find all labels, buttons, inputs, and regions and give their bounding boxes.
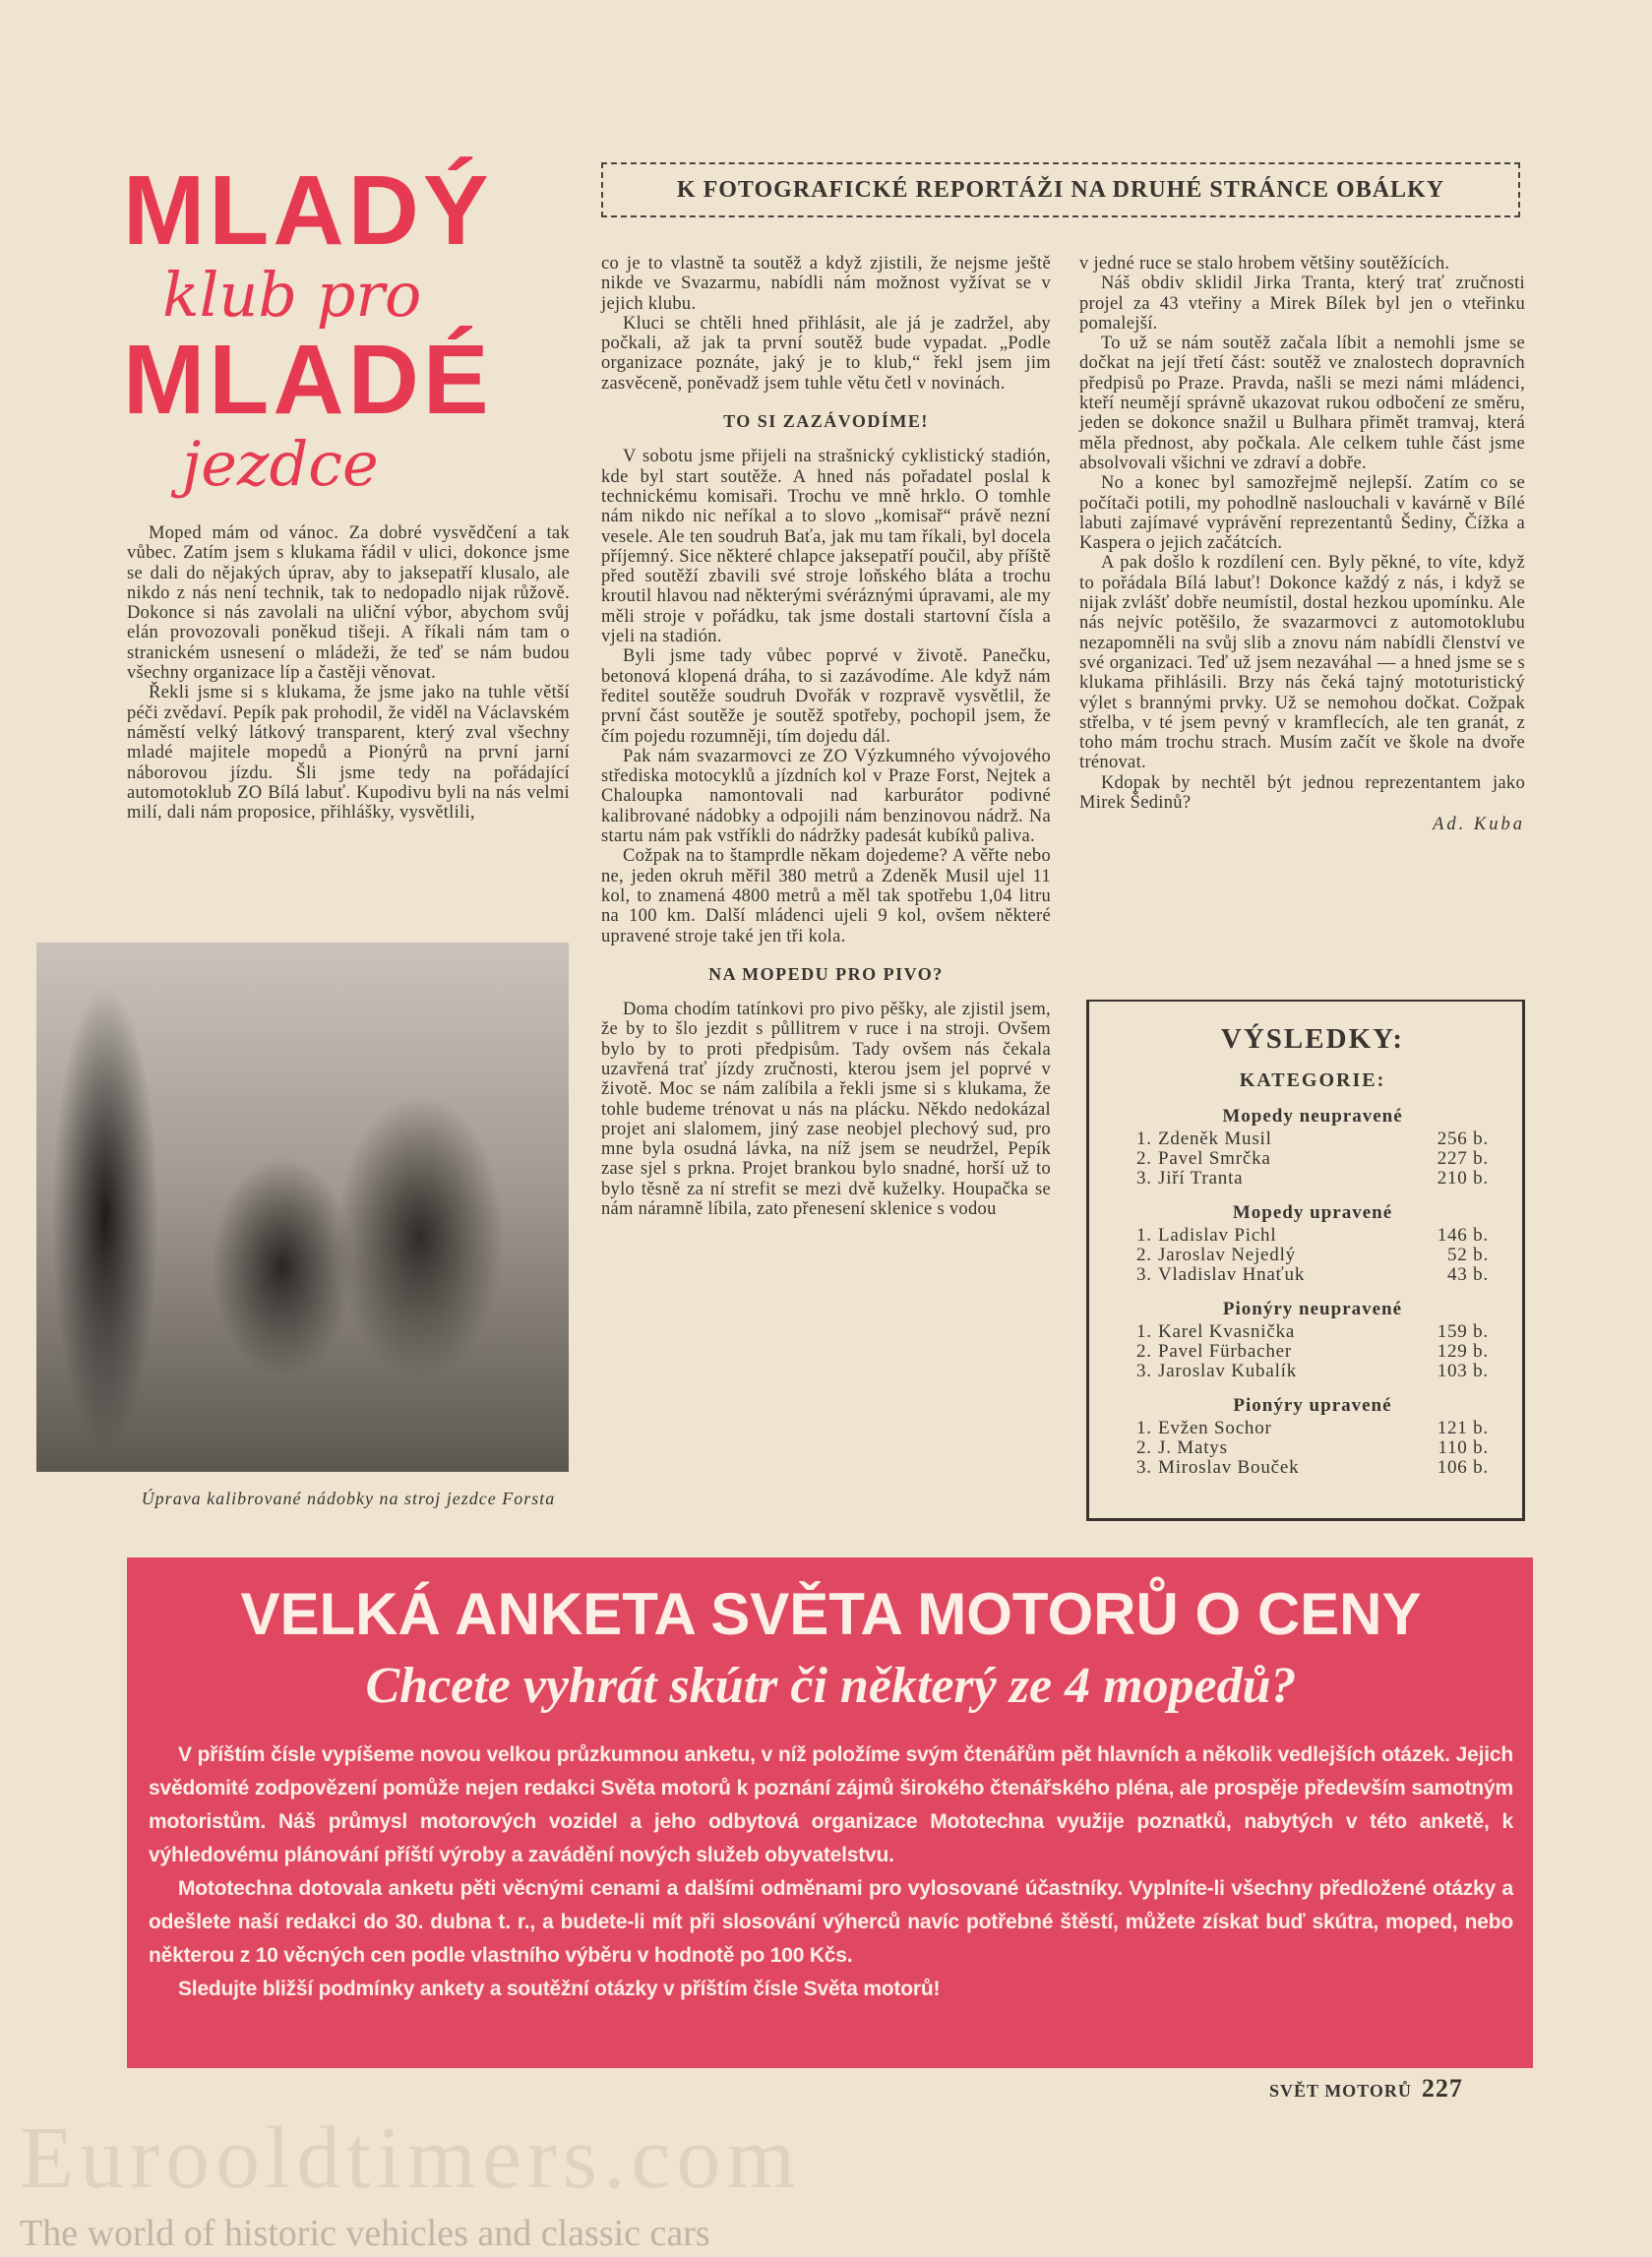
author-signature: Ad. Kuba [1433,815,1525,835]
results-row [1136,1458,1489,1478]
results-row [1136,1129,1489,1149]
paragraph: Cožpak na to štamprdle někam dojedeme? A věřte nebo ne, jeden okruh měřil 380 metrů a Zdeněk Musil ujel 11 kol, to znamená 4800 metrů a měl tak spotřebu 1,04 litru na 100 km. Další mládenci ujeli 9 kol, ovšem některé upravené stroje také jen tři kola. [601,846,1051,946]
results-row [1136,1169,1489,1189]
competitor-name: Ladislav Pichl [1158,1225,1277,1246]
points: 110 b. [1438,1437,1489,1458]
paragraph: Doma chodím tatínkovi pro pivo pěšky, ale zjistil jsem, že by to šlo jezdit s půllitrem v ruce i na stroji. Ovšem bylo by to proti předpisům. Tady ovšem nás čekala uzavřená trať jízdy zručnosti, kterou jsem jel poprvé v životě. Moc se nám zalíbila a řekli jsme si s klukama, že tohle budeme trénovat u nás na plácku. Někdo nedokázal projet ani slalomem, jiný zase neobjel plechový sud, pro mne byla osudná lávka, na níž jsem se neudržel, Pepík zase sjel s prkna. Projet brankou bylo snadné, horší už to bylo těsně za ní strefit se mezi dvě kuželky. Houpačka se nám náramně líbila, zato přenesení sklenice s vodou [601,1000,1051,1220]
competitor-name: Evžen Sochor [1158,1418,1272,1438]
points: 146 b. [1437,1225,1489,1246]
results-title: VÝSLEDKY: [1220,1023,1405,1055]
points: 129 b. [1437,1341,1489,1362]
results-row [1136,1438,1489,1458]
paragraph: co je to vlastně ta soutěž a když zjistili, že nejsme ještě nikde ve Svazarmu, nabídli nám možnost vyžívat se v jejich klubu. [601,254,1051,314]
rank: 2. [1136,1245,1152,1265]
logo-word-mlady: MLADÝ [123,155,493,266]
magazine-name: SVĚT MOTORŮ [1269,2081,1412,2101]
paragraph: Náš obdiv sklidil Jirka Tranta, který trať zručnosti projel za 43 vteřiny a Mirek Bílek byl jen o vteřinku pomalejší. [1079,274,1525,334]
right-column [1079,254,1525,835]
rank: 1. [1136,1418,1152,1438]
competitor-name: Pavel Fürbacher [1158,1341,1292,1362]
banner-subtitle: Chcete vyhrát skútr či některý ze 4 mopedů? [365,1658,1297,1714]
paragraph: To už se nám soutěž začala líbit a nemohli jsme se dočkat na její třetí část: soutěž ve znalostech dopravních předpisů po Praze. Pravda, našli se mezi námi mládenci, kteří neumějí správně ukazovat rukou odbočení ze směru, jeden se dokonce snažil u Bulhara přimět tramvaj, která měla přednost, aby počkala. Ale celkem tuhle část jsme absolvovali všichni ve zdraví a dobře. [1079,334,1525,473]
points: 52 b. [1447,1245,1489,1265]
paragraph: Kdopak by nechtěl být jednou reprezentantem jako Mirek Šedinů? [1079,772,1525,814]
logo-script-klub-pro: klub pro [162,259,422,331]
results-category-title: Pionýry upravené [1233,1395,1392,1416]
competitor-name: Karel Kvasnička [1158,1321,1296,1342]
competitor-name: Pavel Smrčka [1158,1148,1271,1169]
points: 121 b. [1437,1418,1489,1438]
points: 43 b. [1447,1264,1489,1285]
paragraph: A pak došlo k rozdílení cen. Byly pěkné, to víte, když to pořádala Bílá labuť! Dokonce každý z nás, i když se nijak zvlášť dobře neumístil, dostal hezkou upomínku. Ale nás nejvíc potěšilo, že svazarmovci z automotoklubu nezapomněli na svůj slib a znovu nám nabídli členství ve své organizaci. Teď už jsem nezaváhal — a hned jsme se s klukama přihlásili. Brzy nás čeká tajný mototuristický výlet s brannými prvky. Už se nemohou dočkat. Cožpak střelba, v té jsem pevný v kramflecích, ale ten granát, z toho mám trochu strach. Musím začít ve škole na dvoře trénovat. [1079,553,1525,773]
points: 103 b. [1437,1361,1489,1381]
rank: 2. [1136,1341,1152,1362]
rank: 3. [1136,1457,1152,1478]
subheading: NA MOPEDU PRO PIVO? [708,963,944,984]
rank: 3. [1136,1361,1152,1381]
results-box [1086,1000,1525,1521]
competitor-name: Zdeněk Musil [1158,1128,1272,1149]
banner-paragraph: Mototechna dotovala anketu pěti věcnými cenami a dalšími odměnami pro vylosované účastníky. Vyplníte-li všechny předložené otázky a odešlete naší redakci do 30. dubna t. r., a budete-li mít při slosování výherců navíc potřebné štěstí, můžete získat buď skútra, moped, nebo některou z 10 věcných cen podle vlastního výběru v hodnotě po 100 Kčs. [149,1877,1513,1967]
rank: 2. [1136,1148,1152,1169]
article-title-logo [123,155,571,508]
competitor-name: Jiří Tranta [1158,1168,1244,1189]
watermark-tagline: The world of historic vehicles and classic cars [20,2213,710,2254]
results-row [1136,1362,1489,1381]
paragraph: No a konec byl samozřejmě nejlepší. Zatím co se počítači potili, my pohodlně naslouchali v kavárně v Bílé labuti zajímavé vyprávění reprezentantů Šediny, Čížka a Kaspera o jejich začátcích. [1079,473,1525,554]
banner-paragraph: V příštím čísle vypíšeme novou velkou průzkumnou anketu, v níž položíme svým čtenářům pět hlavních a několik vedlejších otázek. Jejich svědomité zodpovězení pomůže nejen redakci Světa motorů k poznání zájmů širokého čtenářského pléna, ale prospěje především samotným motoristům. Náš průmysl motorových vozidel a jeho odbytová organizace Mototechna využije poznatků, nabytých v této anketě, k výhledovému plánování příští výroby a zavádění nových služeb obyvatelstvu. [149,1743,1513,1866]
logo-script-jezdce: jezdce [182,428,379,500]
points: 106 b. [1437,1457,1489,1478]
results-category-title: Mopedy upravené [1232,1202,1393,1223]
results-row [1136,1419,1489,1438]
rank: 3. [1136,1264,1152,1285]
paragraph: Moped mám od vánoc. Za dobré vysvědčení a tak vůbec. Zatím jsem s klukama řádil v ulici, dokonce jsme se dali do nějakých úprav, aby to jaksepatří klusalo, ale nikdo z nás není technik, tak to nedopadlo nijak růžově. Dokonce si nás zavolali na uliční výbor, abychom svůj elán provozovali poněkud tišeji. A říkali nám tam o stranickém usnesení o mládeži, že teď se nám budou všechny organizace líp a častěji věnovat. [127,523,570,684]
points: 227 b. [1437,1148,1489,1169]
results-row [1136,1322,1489,1342]
subheading: TO SI ZAZÁVODÍME! [723,411,929,432]
competitor-name: Vladislav Hnaťuk [1158,1264,1306,1285]
results-row [1136,1149,1489,1169]
paragraph: Pak nám svazarmovci ze ZO Výzkumného vývojového střediska motocyklů a jízdních kol v Praze Forst, Nejtek a Chaloupka namontovali nad karburátor podivné kalibrované nádobky a odpojili nám benzinovou nádrž. Na startu nám pak vstříkli do nádržky padesát kubíků paliva. [601,746,1051,847]
page-number: 227 [1421,2074,1463,2103]
logo-word-mlade: MLADÉ [123,325,493,435]
watermark-site: Eurooldtimers.com [20,2109,802,2207]
banner-title: VELKÁ ANKETA SVĚTA MOTORŮ O CENY [240,1581,1422,1647]
middle-column [601,254,1051,1219]
rank: 3. [1136,1168,1152,1189]
paragraph: Řekli jsme si s klukama, že jsme jako na tuhle větší péči zvědaví. Pepík pak prohodil, že viděl na Václavském náměstí velký látkový transparent, který zval všechny mladé majitele mopedů a Pionýrů na první jarní náborovou jízdu. Šli jsme tedy na pořádající automotoklub ZO Bílá labuť. Kupodivu byli na nás velmi milí, dali nám proposice, přihlášky, vysvětlili, [127,683,570,824]
rank: 1. [1136,1128,1152,1149]
results-row [1136,1226,1489,1246]
page-footer [1269,2074,1463,2105]
paragraph: Kluci se chtěli hned přihlásit, ale já je zadržel, aby počkali, až jak ta první soutěž bude vypadat. „Podle organizace poznáte, jaký je to klub,“ řekl jsem jim zasvěceně, poněvadž jsem tuhle větu četl v novinách. [601,313,1051,394]
results-category-title: Mopedy neupravené [1222,1106,1403,1127]
contest-banner [127,1557,1533,2068]
competitor-name: J. Matys [1158,1437,1228,1458]
rank: 1. [1136,1225,1152,1246]
banner-paragraph: Sledujte bližší podmínky ankety a soutěžní otázky v příštím čísle Světa motorů! [178,1978,941,2000]
results-row [1136,1246,1489,1265]
points: 256 b. [1437,1128,1489,1149]
rank: 2. [1136,1437,1152,1458]
article-photo [36,943,569,1472]
points: 210 b. [1437,1168,1489,1189]
rank: 1. [1136,1321,1152,1342]
competitor-name: Miroslav Bouček [1158,1457,1300,1478]
points: 159 b. [1437,1321,1489,1342]
results-subtitle: KATEGORIE: [1239,1069,1386,1091]
results-row [1136,1342,1489,1362]
results-category-title: Pionýry neupravené [1222,1299,1403,1319]
paragraph: v jedné ruce se stalo hrobem většiny soutěžících. [1079,254,1450,274]
paragraph: V sobotu jsme přijeli na strašnický cyklistický stadión, kde byl start soutěže. A hned nás pořadatel poslal k technickému komisaři. Trochu ve mně hrklo. O tomhle nám nikdo nic neříkal a to slovo „komisař“ právě nezní vesele. Ale ten soudruh Baťa, jak mu tam říkali, byl docela příjemný. Sice některé chlapce jaksepatří poučil, aby příště před soutěží zbavili své stroje loňského bláta a trochu kroutil hlavou nad některými svéráznými úpravami, ale my měli stroje v pořádku, tak jsme dostali startovní čísla a vjeli na stadión. [601,447,1051,647]
left-column [127,523,570,823]
results-row [1136,1265,1489,1285]
competitor-name: Jaroslav Nejedlý [1158,1245,1296,1265]
competitor-name: Jaroslav Kubalík [1158,1361,1298,1381]
paragraph: Byli jsme tady vůbec poprvé v životě. Panečku, betonová klopená dráha, to si zazávodíme. Ale když nám ředitel soutěže soudruh Dvořák v rozpravě vysvětlil, že první část soutěže je soutěž spotřeby, pochopil jsem, že čím pojedu rozumněji, tím dojedu dál. [601,646,1051,747]
section-header-box: K FOTOGRAFICKÉ REPORTÁŽI NA DRUHÉ STRÁNCE OBÁLKY [601,162,1520,217]
photo-caption: Úprava kalibrované nádobky na stroj jezdce Forsta [141,1489,556,1508]
